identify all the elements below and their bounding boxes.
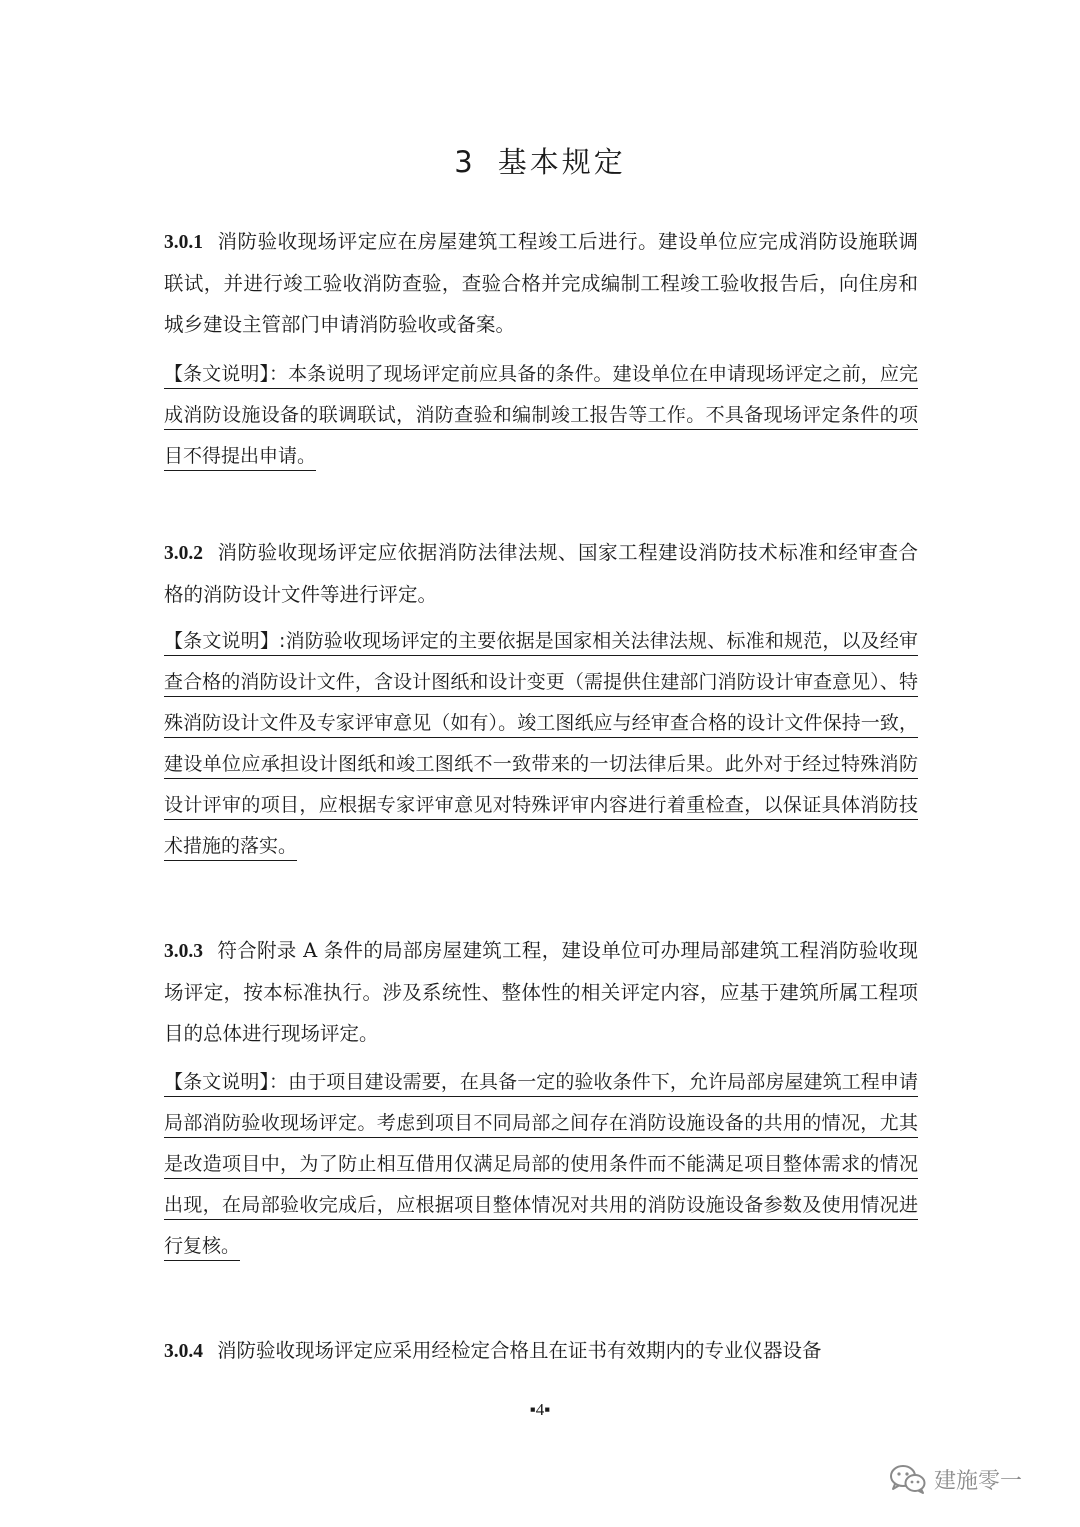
page-number: ▪4▪ — [529, 1400, 551, 1419]
clause-note-3-0-1 — [164, 354, 918, 477]
page-number-value: 4 — [535, 1400, 545, 1419]
chapter-title-text: 基本规定 — [497, 145, 626, 179]
clause-3-0-1 — [164, 221, 918, 345]
clause-3-0-4 — [164, 1330, 918, 1372]
clause-number: 3.0.1 — [164, 232, 203, 253]
clause-3-0-3 — [164, 930, 918, 1054]
clause-number: 3.0.3 — [164, 941, 203, 962]
clause-number: 3.0.2 — [164, 543, 203, 564]
chapter-number: 3 — [454, 145, 476, 179]
clause-note-3-0-3 — [164, 1062, 918, 1267]
clause-text: 消防验收现场评定应在房屋建筑工程竣工后进行。建设单位应完成消防设施联调联试，并进行竣工验收消防查验，查验合格并完成编制工程竣工验收报告后，向住房和城乡建设主管部门申请消防验收或备案。 — [164, 230, 918, 336]
clause-note-text: 【条文说明】:消防验收现场评定的主要依据是国家相关法律法规、标准和规范，以及经审查合格的消防设计文件，含设计图纸和设计变更（需提供住建部门消防设计审查意见）、特殊消防设计文件及专家评审意见（如有）。竣工图纸应与经审查合格的设计文件保持一致，建设单位应承担设计图纸和竣工图纸不一致带来的一切法律后果。此外对于经过特殊消防设计评审的项目，应根据专家评审意见对特殊评审内容进行着重检查，以保证具体消防技术措施的落实。 — [164, 630, 918, 861]
chapter-title — [0, 140, 1080, 181]
clause-text: 消防验收现场评定应采用经检定合格且在证书有效期内的专业仪器设备 — [217, 1339, 822, 1362]
clause-note-text: 【条文说明】：由于项目建设需要，在具备一定的验收条件下，允许局部房屋建筑工程申请局部消防验收现场评定。考虑到项目不同局部之间存在消防设施设备的共用的情况，尤其是改造项目中，为了防止相互借用仅满足局部的使用条件而不能满足项目整体需求的情况出现，在局部验收完成后，应根据项目整体情况对共用的消防设施设备参数及使用情况进行复核。 — [164, 1071, 918, 1261]
clause-note-text: 【条文说明】：本条说明了现场评定前应具备的条件。建设单位在申请现场评定之前，应完成消防设施设备的联调联试，消防查验和编制竣工报告等工作。不具备现场评定条件的项目不得提出申请。 — [164, 363, 918, 471]
clause-number: 3.0.4 — [164, 1341, 203, 1362]
clause-3-0-2 — [164, 532, 918, 615]
clause-text: 消防验收现场评定应依据消防法律法规、国家工程建设消防技术标准和经审查合格的消防设计文件等进行评定。 — [164, 541, 918, 606]
clause-text: 符合附录 A 条件的局部房屋建筑工程，建设单位可办理局部建筑工程消防验收现场评定，按本标准执行。涉及系统性、整体性的相关评定内容，应基于建筑所属工程项目的总体进行现场评定。 — [164, 939, 918, 1045]
wechat-icon — [888, 1463, 928, 1495]
watermark-text: 建施零一 — [934, 1468, 1023, 1494]
clause-note-3-0-2 — [164, 621, 918, 867]
watermark — [888, 1463, 1022, 1495]
